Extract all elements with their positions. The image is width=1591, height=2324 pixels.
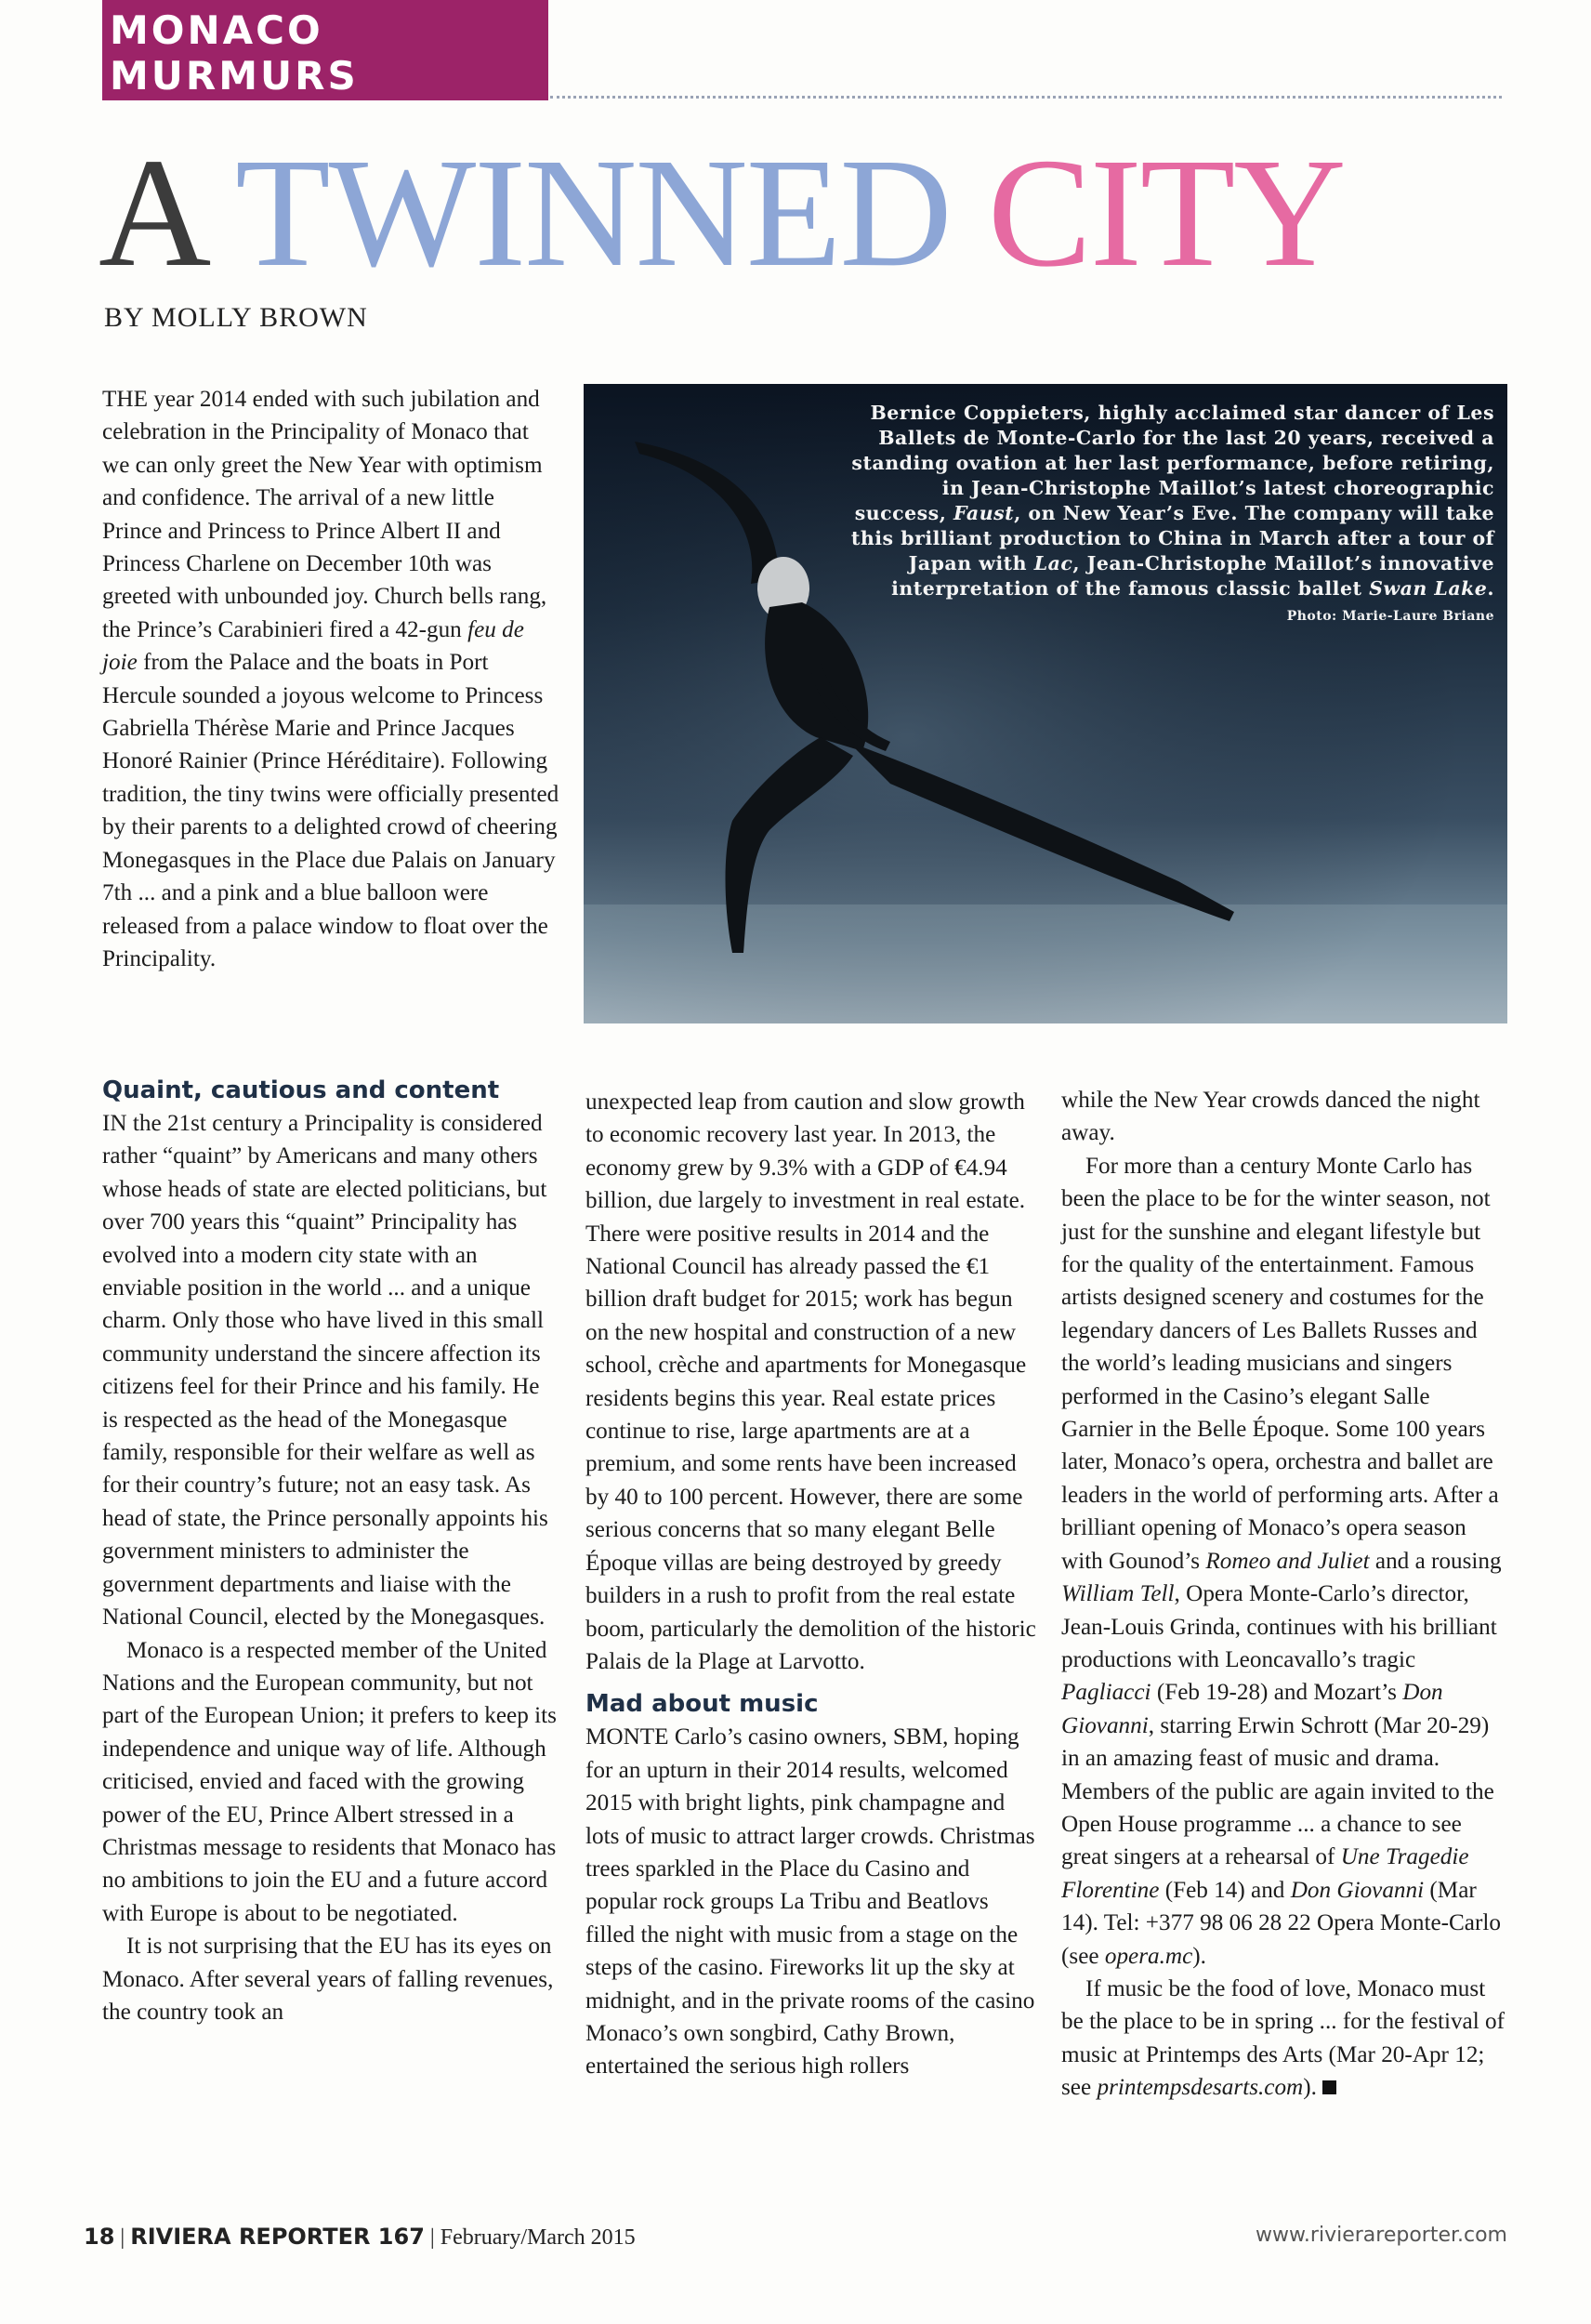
headline-word-city: CITY: [987, 126, 1345, 299]
section-kicker-label: MONACO MURMURS: [110, 7, 359, 99]
headline: [99, 126, 1345, 299]
paragraph: IN the 21st century a Principality is considered rather “quaint” by Americans and many others whose heads of state are elected politicians, but over 700 years this “quaint” Principality has evolved into a modern city state with an enviable position in the world ... and a unique charm. Only those who have lived in this small community understand the sincere affection its citizens feel for their Prince and his family. He is respected as the head of the Monegasque family, responsible for their welfare as well as for their country’s future; not an easy task. As head of state, the Prince personally appoints his government ministers to administer the government departments and liaise with the National Council, elected by the Monegasques.: [102, 1111, 548, 1631]
article-column-1: [102, 1074, 559, 2028]
intro-paragraph: THE year 2014 ended with such jubilation and celebration in the Principality of Monaco that we can only greet the New Year with optimism and confidence. The arrival of a new little Prince and Princess to Prince Albert II and Princess Charlene on December 10th was greeted with unbounded joy. Church bells rang, the Prince’s Carabinieri fired a 42-gun feu de joie from the Palace and the boats in Port Hercule sounded a joyous welcome to Princess Gabriella Thérèse Marie and Prince Jacques Honoré Rainier (Prince Héréditaire). Following tradition, the tiny twins were officially presented by their parents to a delighted crowd of cheering Monegasques in the Place due Palais on January 7th ... and a pink and a blue balloon were released from a palace window to float over the Principality.: [102, 387, 559, 971]
folio: 18 | RIVIERA REPORTER 167 | February/March 2015: [84, 2224, 636, 2250]
end-mark-icon: [1322, 2080, 1336, 2094]
kicker-dotted-rule: [550, 96, 1502, 99]
magazine-name: RIVIERA REPORTER 167: [130, 2224, 425, 2250]
section-kicker: [102, 0, 548, 100]
photo-caption: Bernice Coppieters, highly acclaimed star dancer of Les Ballets de Monte-Carlo for the last 20 years, received a standing ovation at her last performance, before retiring, in Jean-Christophe Maillot’s latest choreographic success, Faust, on New Year’s Eve. The company will take this brilliant production to China in March after a tour of Japan with Lac, Jean-Christophe Maillot’s innovative interpretation of the famous classic ballet Swan Lake. Photo: Marie-Laure Briane: [850, 402, 1494, 624]
subheading-music: Mad about music: [585, 1690, 819, 1719]
article-column-2: [585, 1086, 1036, 2083]
page-number: 18: [84, 2224, 115, 2250]
issue-date: February/March 2015: [440, 2225, 636, 2250]
byline: BY MOLLY BROWN: [104, 302, 368, 333]
article-column-3: [1061, 1084, 1506, 2105]
subheading-quaint: Quaint, cautious and content: [102, 1076, 500, 1104]
paragraph: while the New Year crowds danced the night away.: [1061, 1088, 1480, 1146]
photo-credit: Photo: Marie-Laure Briane: [1286, 609, 1494, 624]
paragraph: For more than a century Monte Carlo has been the place to be for the winter season, not just for the sunshine and elegant lifestyle but for the quality of the entertainment. Famous artists designed scenery and costumes for the legendary dancers of Les Ballets Russes and the world’s leading musicians and singers performed in the Casino’s elegant Salle Garnier in the Belle Époque. Some 100 years later, Monaco’s opera, orchestra and ballet are leaders in the world of performing arts. After a brilliant opening of Monaco’s opera season with Gounod’s Romeo and Juliet and a rousing William Tell, Opera Monte-Carlo’s director, Jean-Louis Grinda, continues with his brilliant productions with Leoncavallo’s tragic Pagliacci (Feb 19-28) and Mozart’s Don Giovanni, starring Erwin Schrott (Mar 20-29) in an amazing feast of music and drama. Members of the public are again invited to the Open House programme ... a chance to see great singers at a rehearsal of Une Tragedie Florentine (Feb 14) and Don Giovanni (Mar 14). Tel: +377 98 06 28 22 Opera Monte-Carlo (see opera.mc).: [1061, 1153, 1502, 1969]
paragraph: unexpected leap from caution and slow growth to economic recovery last year. In 2013, the economy grew by 9.3% with a GDP of €4.94 billion, due largely to investment in real estate. There were positive results in 2014 and the National Council has already passed the €1 billion draft budget for 2015; work has begun on the new hospital and construction of a new school, crèche and apartments for Monegasque residents begins this year. Real estate prices continue to rise, large apartments are at a premium, and some rents have been increased by 40 to 100 percent. However, there are some serious concerns that so many elegant Belle Époque villas are being destroyed by greedy builders in a rush to profit from the real estate boom, particularly the demolition of the historic Palais de la Plage at Larvotto.: [585, 1089, 1036, 1674]
dancer-photo: [584, 384, 1507, 1023]
headline-word-twinned: TWINNED: [235, 126, 951, 299]
paragraph: MONTE Carlo’s casino owners, SBM, hoping for an upturn in their 2014 results, welcomed 2015 with bright lights, pink champagne and lots of music to attract larger crowds. Christmas trees sparkled in the Place du Casino and popular rock groups La Tribu and Beatlovs filled the night with music from a stage on the steps of the casino. Fireworks lit up the sky at midnight, and in the private rooms of the casino Monaco’s own songbird, Cathy Brown, entertained the serious high rollers: [585, 1724, 1035, 2080]
paragraph: If music be the food of love, Monaco must be the place to be in spring ... for the festival of music at Printemps des Arts (Mar 20-Apr 12; see printempsdesarts.com).: [1061, 1975, 1506, 2101]
intro-column: [102, 383, 559, 975]
paragraph: Monaco is a respected member of the United Nations and the European community, but not part of the European Union; it prefers to keep its independence and unique way of life. Although criticised, envied and faced with the growing power of the EU, Prince Albert stressed in a Christmas message to residents that Monaco has no ambitions to join the EU and a future accord with Europe is about to be negotiated.: [102, 1637, 557, 1926]
headline-word-a: A: [99, 126, 202, 299]
paragraph: It is not surprising that the EU has its eyes on Monaco. After several years of falling revenues, the country took an: [102, 1934, 554, 2025]
website-url[interactable]: www.rivierareporter.com: [1255, 2224, 1507, 2247]
